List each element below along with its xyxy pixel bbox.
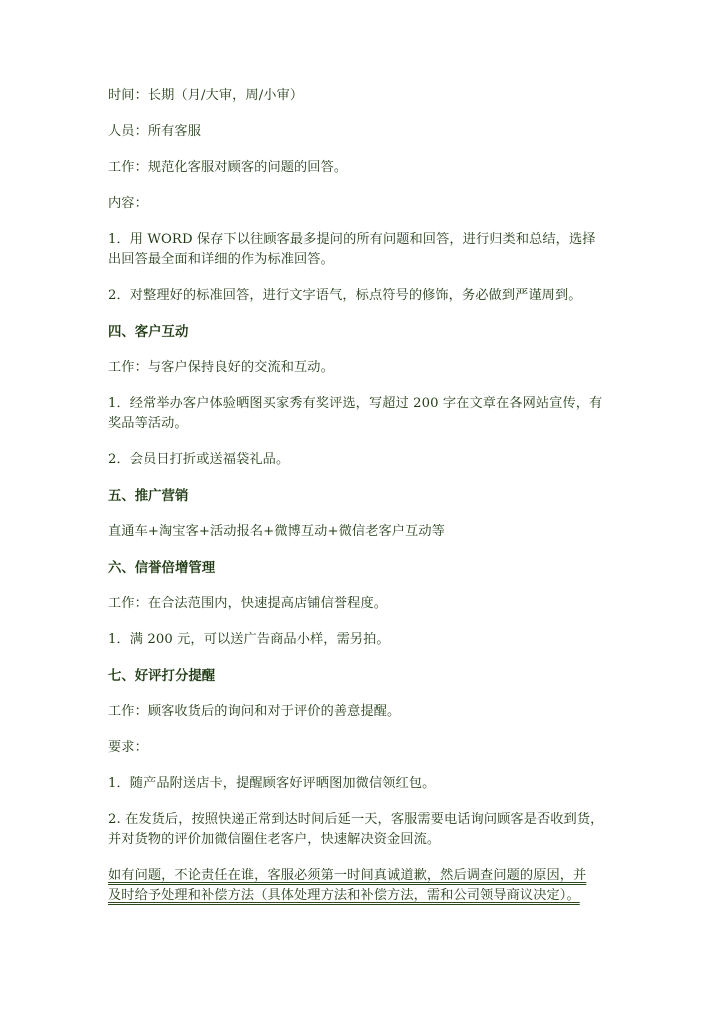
section-7-heading: 七、好评打分提醒 <box>108 668 216 684</box>
content-label: 内容： <box>108 196 148 211</box>
item-3-line-a: 1．经常举办客户体验晒图买家秀有奖评选，写超过 200 字在文章在各网站宣传，有 <box>108 396 603 411</box>
section-6-heading: 六、信誉倍增管理 <box>108 560 216 576</box>
item-4: 2．会员日打折或送福袋礼品。 <box>108 452 290 467</box>
item-1-line-a: 1．用 WORD 保存下以往顾客最多提问的所有问题和回答，进行归类和总结，选择 <box>108 232 596 247</box>
promo-line: 直通车+淘宝客+活动报名+微博互动+微信老客户互动等 <box>108 524 445 539</box>
item-6: 1．随产品附送店卡，提醒顾客好评晒图加微信领红包。 <box>108 776 436 791</box>
work-line-4: 工作：顾客收货后的询问和对于评价的善意提醒。 <box>108 704 401 719</box>
section-4-heading: 四、客户互动 <box>108 324 189 340</box>
staff-line: 人员：所有客服 <box>108 124 202 139</box>
note-line-b <box>108 886 614 906</box>
note-text-b: 及时给予处理和补偿方法（具体处理方法和补偿方法，需和公司领导商议决定）。 <box>108 888 580 903</box>
item-5: 1．满 200 元，可以送广告商品小样，需另拍。 <box>108 632 390 647</box>
note-text-a: 如有问题，不论责任在谁，客服必须第一时间真诚道歉，然后调查问题的原因，并 <box>108 868 587 883</box>
item-2: 2．对整理好的标准回答，进行文字语气，标点符号的修饰，务必做到严谨周到。 <box>108 288 582 303</box>
document-body <box>108 86 614 906</box>
time-line: 时间：长期（月/大审，周/小审） <box>108 88 304 103</box>
item-3-line-b: 奖品等活动。 <box>108 416 188 431</box>
item-7-line-b: 并对货物的评价加微信圈住老客户，快速解决资金回流。 <box>108 832 441 847</box>
work-line-2: 工作：与客户保持良好的交流和互动。 <box>108 360 334 375</box>
item-1-line-b: 出回答最全面和详细的作为标准回答。 <box>108 252 334 267</box>
work-line-3: 工作：在合法范围内，快速提高店铺信誉程度。 <box>108 596 388 611</box>
section-5-heading: 五、推广营销 <box>108 488 189 504</box>
item-7-line-a: 2. 在发货后，按照快递正常到达时间后延一天，客服需要电话询问顾客是否收到货， <box>108 812 604 827</box>
requirements-label: 要求： <box>108 740 148 755</box>
note-line-a <box>108 866 614 886</box>
work-line-1: 工作：规范化客服对顾客的问题的回答。 <box>108 160 348 175</box>
